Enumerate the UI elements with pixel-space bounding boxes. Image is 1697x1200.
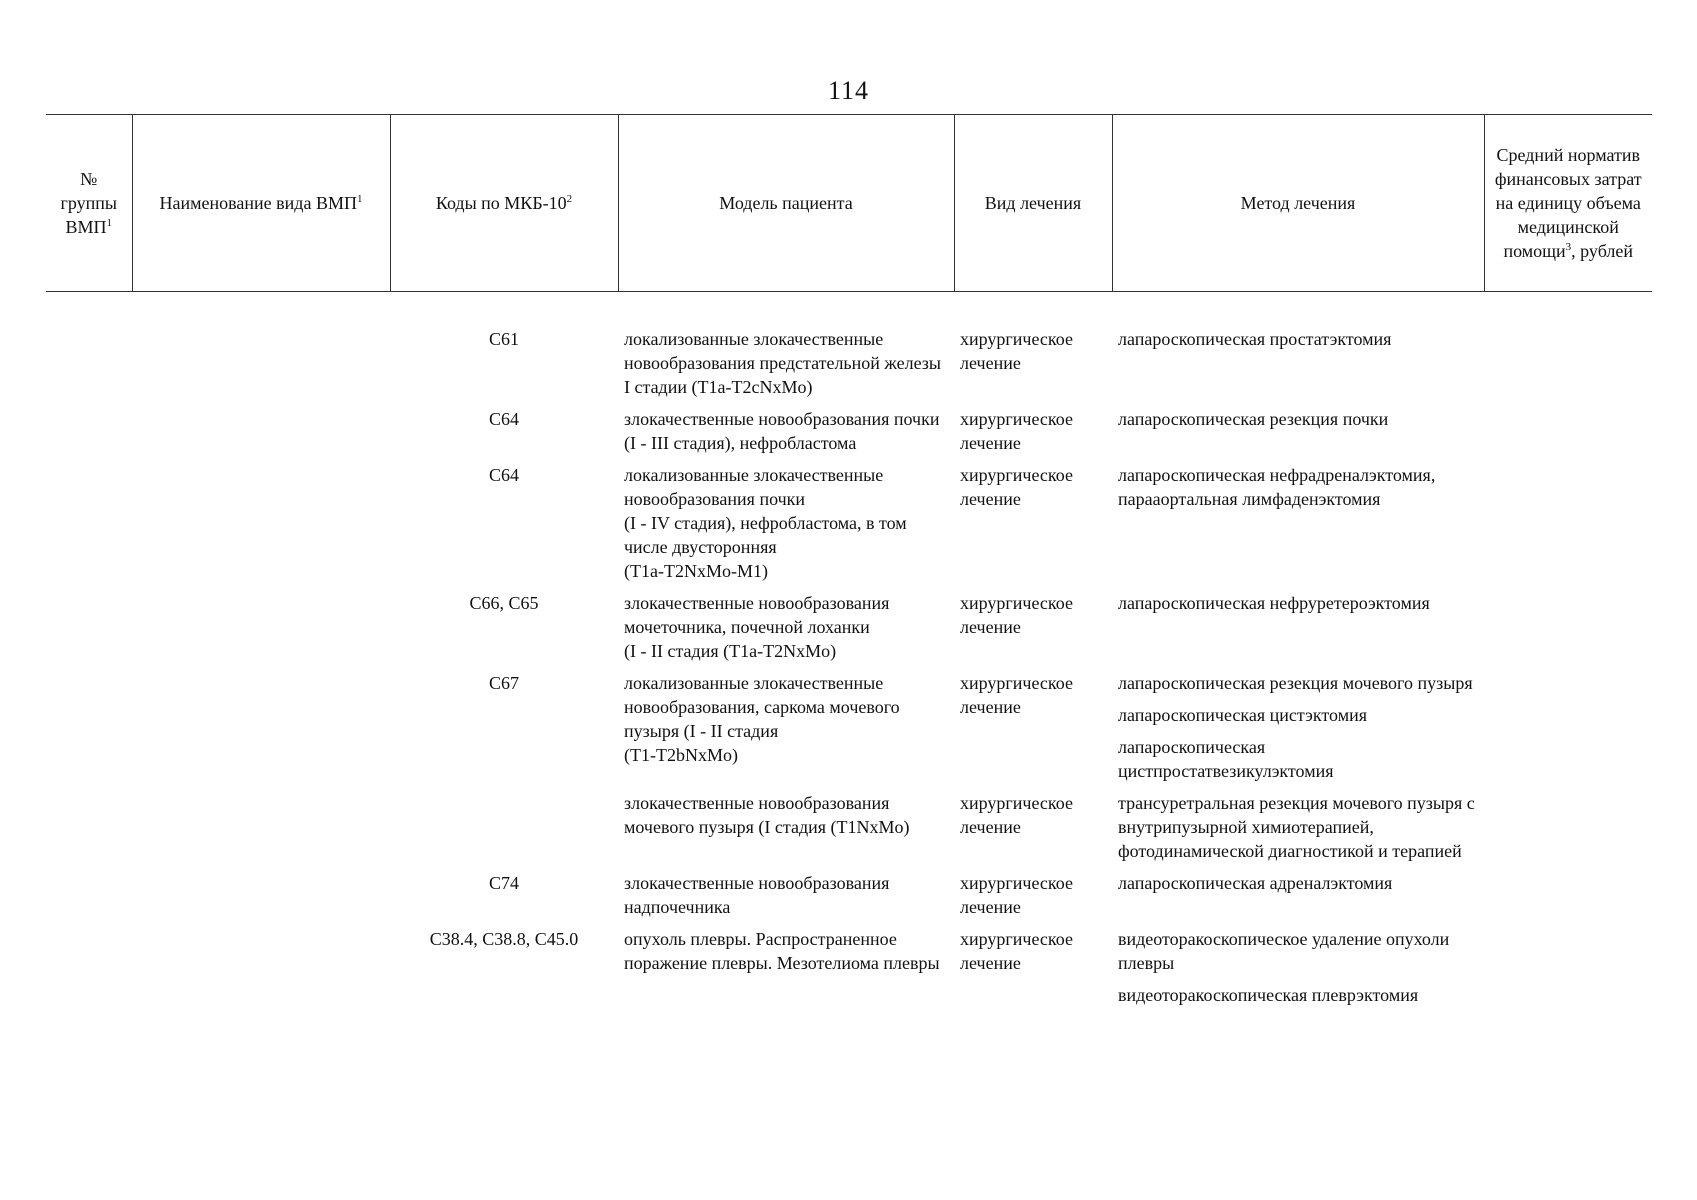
cell-treatment-method [1112,791,1484,871]
method-item: лапароскопическая нефруретероэктомия [1118,593,1430,613]
cell-group-number [46,671,132,791]
table-body [46,327,1652,1015]
cell-average-cost [1484,791,1652,871]
method-item: лапароскопическая простатэктомия [1118,329,1392,349]
cell-average-cost [1484,871,1652,927]
cell-patient-model: опухоль плевры. Распространенное поражение плевры. Мезотелиома плевры [624,929,940,973]
cell-treatment-method [1112,327,1484,407]
table-row [46,407,1652,463]
cell-group-number [46,591,132,671]
cell-group-number [46,791,132,871]
table-row [46,791,1652,871]
cell-treatment-type: хирургическое лечение [960,873,1073,917]
header-group-number: № группы ВМП$^1$ [46,115,132,292]
cell-icd-codes [390,791,618,871]
cell-vmp-name [132,407,390,463]
method-item: видеоторакоскопическая плеврэктомия [1118,985,1419,1005]
cell-average-cost [1484,591,1652,671]
cell-icd-codes: C67 [488,673,519,693]
cell-patient-model: злокачественные новообразования почки (I - III стадия), нефробластома [624,409,940,453]
table-row [46,671,1652,791]
cell-patient-model: злокачественные новообразования надпочечника [624,873,890,917]
cell-icd-codes: C74 [488,873,519,893]
cell-group-number [46,327,132,407]
cell-average-cost [1484,671,1652,791]
cell-average-cost [1484,407,1652,463]
cell-treatment-method [1112,671,1484,791]
table-row [46,327,1652,407]
method-item: лапароскопическая адреналэктомия [1118,873,1393,893]
cell-icd-codes: C66, C65 [469,593,539,613]
cell-group-number [46,407,132,463]
cell-patient-model: локализованные злокачественные новообразования предстательной железы I стадии (T1a-T2cNxMo) [624,329,941,397]
cell-average-cost [1484,327,1652,407]
cell-treatment-type: хирургическое лечение [960,593,1073,637]
method-item: лапароскопическая нефрадреналэктомия, парааортальная лимфаденэктомия [1118,465,1436,509]
method-item: лапароскопическая цистпростатвезикулэктомия [1118,737,1334,781]
cell-treatment-method [1112,871,1484,927]
cell-icd-codes: C38.4, C38.8, C45.0 [429,929,579,949]
cell-average-cost [1484,463,1652,591]
cell-treatment-method [1112,927,1484,1015]
table-header [46,114,1652,292]
cell-icd-codes: C64 [488,409,519,429]
cell-vmp-name [132,927,390,1015]
cell-group-number [46,871,132,927]
cell-treatment-method [1112,407,1484,463]
table-row [46,591,1652,671]
header-vmp-name: Наименование вида ВМП$^1$ [132,115,390,292]
table-row [46,927,1652,1015]
cell-treatment-type: хирургическое лечение [960,673,1073,717]
cell-patient-model: локализованные злокачественные новообразования, саркома мочевого пузыря (I - II стадия (T1-T2bNxMo) [624,673,900,765]
method-item: лапароскопическая резекция почки [1118,409,1389,429]
cell-treatment-type: хирургическое лечение [960,465,1073,509]
cell-vmp-name [132,591,390,671]
cell-group-number [46,463,132,591]
header-treatment-method: Метод лечения [1112,115,1484,292]
method-item: лапароскопическая цистэктомия [1118,705,1368,725]
cell-patient-model: злокачественные новообразования мочеточника, почечной лоханки (I - II стадия (T1a-T2NxMo) [624,593,890,661]
cell-vmp-name [132,871,390,927]
cell-treatment-type: хирургическое лечение [960,409,1073,453]
header-treatment-type: Вид лечения [954,115,1112,292]
header-average-cost: Средний норматив финансовых затрат на единицу объема медицинской помощи$^3$, рублей [1484,115,1652,292]
cell-vmp-name [132,791,390,871]
cell-patient-model: злокачественные новообразования мочевого пузыря (I стадия (T1NxMo) [624,793,910,837]
cell-patient-model: локализованные злокачественные новообразования почки (I - IV стадия), нефробластома, в том числе двусторонняя (T1a-T2NxMo-M1) [624,465,907,581]
cell-treatment-type: хирургическое лечение [960,329,1073,373]
cell-vmp-name [132,463,390,591]
cell-average-cost [1484,927,1652,1015]
header-icd-codes: Коды по МКБ-$10^2$ [390,115,618,292]
method-item: видеоторакоскопическое удаление опухоли плевры [1118,929,1450,973]
header-patient-model: Модель пациента [618,115,954,292]
table-row [46,871,1652,927]
cell-icd-codes: C64 [488,465,519,485]
cell-vmp-name [132,327,390,407]
cell-group-number [46,927,132,1015]
cell-treatment-method [1112,463,1484,591]
cell-vmp-name [132,671,390,791]
cell-treatment-type: хирургическое лечение [960,929,1073,973]
cell-icd-codes: C61 [488,329,519,349]
method-item: трансуретральная резекция мочевого пузыря с внутрипузырной химиотерапией, фотодинамической диагностикой и терапией [1118,793,1475,861]
table-row [46,463,1652,591]
page-number: 114 [827,76,870,105]
cell-treatment-type: хирургическое лечение [960,793,1073,837]
cell-treatment-method [1112,591,1484,671]
method-item: лапароскопическая резекция мочевого пузыря [1118,673,1473,693]
